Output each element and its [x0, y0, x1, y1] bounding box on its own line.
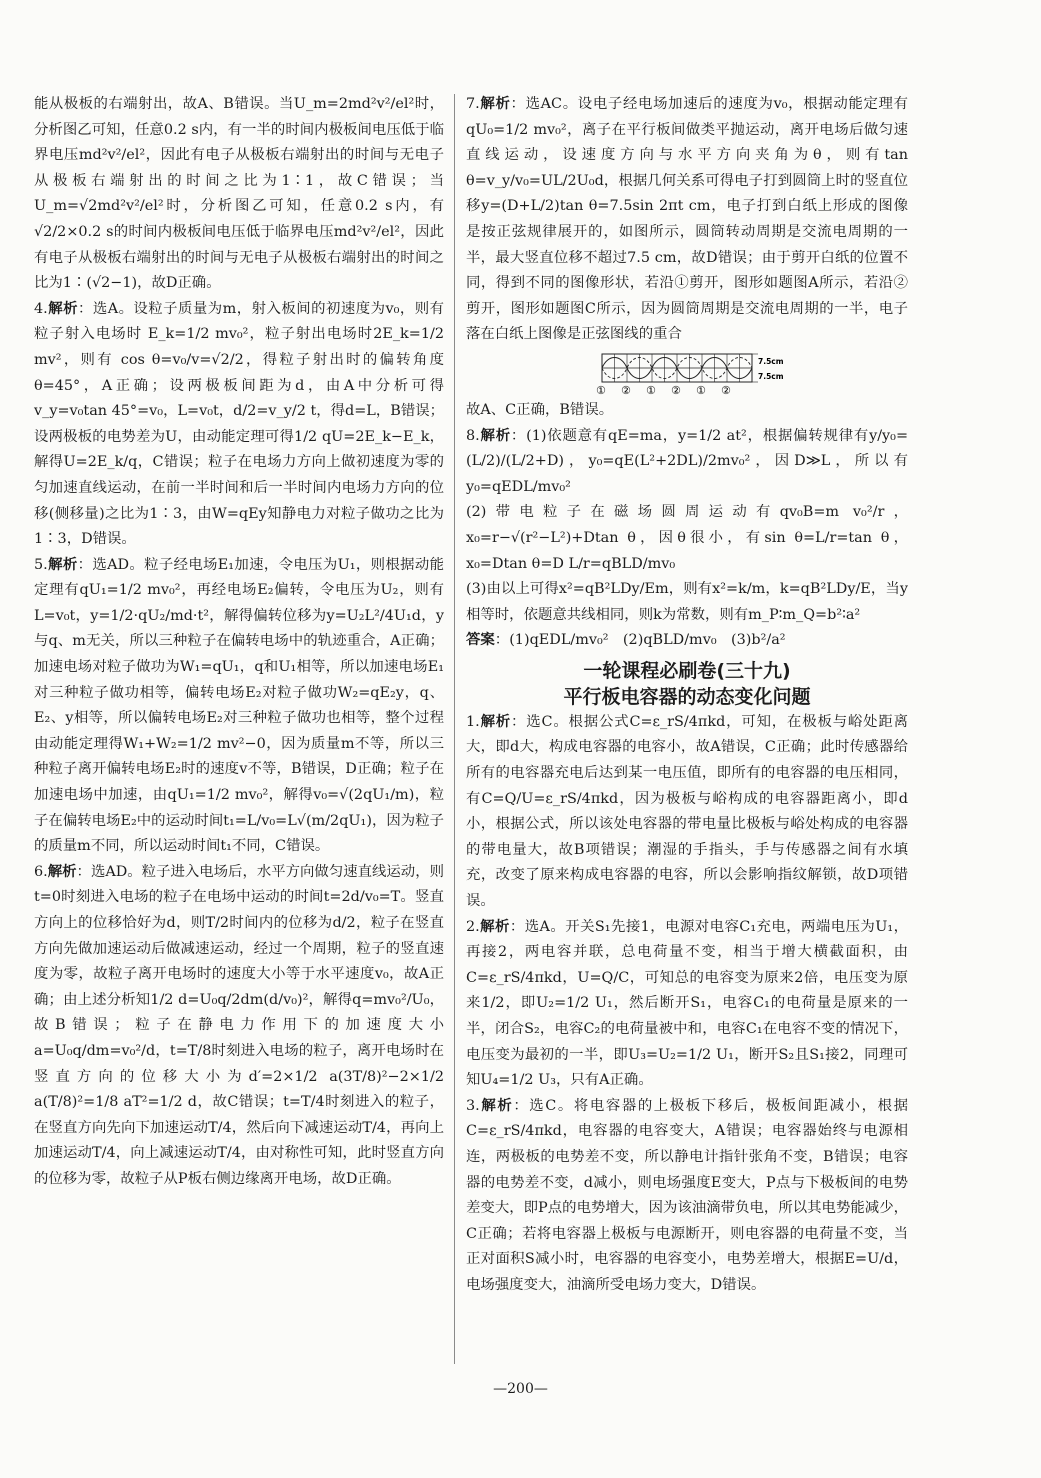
page-number: —200— [493, 1381, 548, 1397]
capacitor-solution-1: 1.解析：选C。根据公式C=ε_rS/4πkd，可知，在极板与峪处距离大，即d大，构成电容器的电容小，故A错误，C正确；此时传感器给所有的电容器充电后达到某一电压值，即所有的电容器的电压相同，有C=Q/U=ε_rS/4πkd，因为极板与峪构成的电容器距离小，即d小，根据公式，所以该处电容器的带电量比极板与峪处构成的电容器的带电量大，故B项错误；潮湿的手指头，手与传感器之间有水填充，改变了原来构成电容器的电容，所以会影响指纹解锁，故D项错误。 [466, 713, 908, 910]
cut-mark: ② [671, 383, 681, 396]
solution-8-part1: 8.解析：(1)依题意有qE=ma，y=1/2 at²，根据偏转规律有y/y₀=(L/2)/(L/2+D)，y₀=qE(L²+2DL)/2mv₀²，因D≫L，所以有y₀=qEDL/mv₀² [466, 427, 908, 495]
cut-mark: ② [621, 383, 631, 396]
sine-pattern-figure [596, 352, 908, 396]
right-column [466, 92, 908, 1299]
capacitor-solution-3: 3.解析：选C。将电容器的上极板下移后，极板间距减小，根据C=ε_rS/4πkd，电容器的电容变大，A错误；电容器始终与电源相连，两极板的电势差不变，所以静电计指针张角不变，B错误；电容器的电势差不变，d减小，则电场强度E变大，P点与下极板间的电势差变大，即P点的电势增大，因为该油滴带负电，所以其电势能减少，C正确；若将电容器上极板与电源断开，则电容器的电荷量不变，当正对面积S减小时，电容器的电容变小，电势差增大，根据E=U/d，电场强度变大，油滴所受电场力变大，D错误。 [466, 1097, 908, 1293]
solution-7-conclusion: 故A、C正确，B错误。 [466, 401, 614, 418]
cut-mark: ① [596, 383, 606, 396]
solution-7: 7.解析：选AC。设电子经电场加速后的速度为v₀，根据动能定理有qU₀=1/2 mv₀²，离子在平行板间做类平抛运动，离开电场后做匀速直线运动，设速度方向与水平方向夹角为θ，则有tan θ=v_y/v₀=UL/2U₀d，根据几何关系可得电子打到圆筒上时的竖直位移y=(D+L/2)tan θ=7.5sin 2πt cm，电子打到白纸上形成的图像是按正弦规律展开的，如图所示，圆筒转动周期是交流电周期的一半，最大竖直位移不超过7.5 cm，故D错误；由于剪开白纸的位置不同，得到不同的图像形状，若沿①剪开，图形如题图A所示，若沿②剪开，图形如题图C所示，因为圆筒周期是交流电周期的一半，电子落在白纸上图像是正弦图线的重合 [466, 96, 908, 343]
column-divider [454, 94, 455, 1364]
solution-continued: 能从极板的右端射出，故A、B错误。当U_m=2md²v²/el²时，分析图乙可知，任意0.2 s内，有一半的时间内极板间电压低于临界电压md²v²/el²，因此有电子从极板右端射出的时间与无电子从极板右端射出的时间之比为1∶1，故C错误；当U_m=√2md²v²/el²时，分析图乙可知，任意0.2 s内，有√2/2×0.2 s的时间内极板间电压低于临界电压md²v²/el²，因此有电子从极板右端射出的时间与无电子从极板右端射出的时间之比为1∶(√2−1)，故D正确。 [34, 96, 444, 292]
solution-5: 5.解析：选AD。粒子经电场E₁加速，令电压为U₁，则根据动能定理有qU₁=1/2 mv₀²，再经电场E₂偏转，令电压为U₂，则有L=v₀t，y=1/2·qU₂/md·t²，解得偏转位移为y=U₂L²/4U₁d，y与q、m无关，所以三种粒子在偏转电场中的轨迹重合，A正确；加速电场对粒子做功为W₁=qU₁，q和U₁相等，所以加速电场E₁对三种粒子做功相等，偏转电场E₂对粒子做功W₂=qE₂y，q、E₂、y相等，所以偏转电场E₂对三种粒子做功也相等，整个过程由动能定理得W₁+W₂=1/2 mv²−0，因为质量m不等，所以三种粒子离开偏转电场E₂时的速度v不等，B错误，D正确；粒子在加速电场中加速，由qU₁=1/2 mv₀²，解得v₀=√(2qU₁/m)，粒子在偏转电场E₂中的运动时间t₁=L/v₀=L√(m/2qU₁)，因为粒子的质量m不同，所以运动时间t₁不同，C错误。 [34, 556, 444, 855]
section-title-line2: 平行板电容器的动态变化问题 [563, 685, 811, 708]
solution-4: 4.解析：选A。设粒子质量为m，射入板间的初速度为v₀，则有粒子射入电场时 E_k=1/2 mv₀²，粒子射出电场时2E_k=1/2 mv²，则有 cos θ=v₀/v=√2/2，得粒子射出时的偏转角度θ=45°，A正确；设两极板间距为d，由A中分析可得 v_y=v₀tan 45°=v₀，L=v₀t，d/2=v_y/2 t，得d=L，B错误；设两极板的电势差为U，由动能定理可得1/2 qU=2E_k−E_k，解得U=2E_k/q，C错误；粒子在电场力方向上做初速度为零的匀加速直线运动，在前一半时间和后一半时间内电场力方向的位移(侧移量)之比为1∶3，由W=qEy知静电力对粒子做功之比为1∶3，D错误。 [34, 300, 444, 548]
amplitude-label-top: 7.5cm [758, 356, 784, 366]
cut-mark: ① [696, 383, 706, 396]
amplitude-label-bottom: 7.5cm [758, 371, 784, 381]
solution-6: 6.解析：选AD。粒子进入电场后，水平方向做匀速直线运动，则t=0时刻进入电场的粒子在电场中运动的时间t=2d/v₀=T。竖直方向上的位移恰好为d，则T/2时间内的位移为d/2，粒子在竖直方向先做加速运动后做减速运动，经过一个周期，粒子的竖直速度为零，故粒子离开电场时的速度大小等于水平速度v₀，故A正确；由上述分析知1/2 d=U₀q/2dm(d/v₀)²，解得q=mv₀²/U₀，故B错误；粒子在静电力作用下的加速度大小a=U₀q/dm=v₀²/d，t=T/8时刻进入电场的粒子，离开电场时在竖直方向的位移大小为d′=2×1/2 a(3T/8)²−2×1/2 a(T/8)²=1/8 aT²=1/2 d，故C错误；t=T/4时刻进入的粒子，在竖直方向先向下加速运动T/4，然后向下减速运动T/4，再向上加速运动T/4，向上减速运动T/4，由对称性可知，此时竖直方向的位移为零，故粒子从P板右侧边缘离开电场，故D正确。 [34, 863, 444, 1187]
cut-mark: ② [721, 383, 731, 396]
answer-8: 答案：(1)qEDL/mv₀² (2)qBLD/mv₀ (3)b²/a² [466, 632, 786, 649]
section-title-line1: 一轮课程必刷卷(三十九) [583, 659, 791, 682]
cut-mark: ① [646, 383, 656, 396]
capacitor-solution-2: 2.解析：选A。开关S₁先接1，电源对电容C₁充电，两端电压为U₁，再接2，两电容并联，总电荷量不变，相当于增大横截面积，由C=ε_rS/4πkd，U=Q/C，可知总的电容变为原来2倍，电压变为原来1/2，即U₂=1/2 U₁，然后断开S₁，电容C₁的电荷量是原来的一半，闭合S₂，电容C₂的电荷量被中和，电容C₁在电容不变的情况下，电压变为最初的一半，即U₃=U₂=1/2 U₁，断开S₂且S₁接2，同理可知U₄=1/2 U₃，只有A正确。 [466, 918, 908, 1089]
solution-8-part3: (3)由以上可得x²=qB²LDy/Em，则有x²=k/m，k=qB²LDy/E，当y相等时，依题意共线相同，则k为常数，则有m_P∶m_Q=b²∶a² [466, 581, 908, 623]
section-title [466, 658, 908, 710]
solution-8-part2: (2)带电粒子在磁场圆周运动有qv₀B=m v₀²/r，x₀=r−√(r²−L²)+Dtan θ，因θ很小，有sin θ=L/r=tan θ，x₀=Dtan θ=D L/r=qBLD/mv₀ [466, 504, 908, 572]
sine-pattern-graphic [596, 352, 796, 396]
left-column [34, 92, 444, 1193]
